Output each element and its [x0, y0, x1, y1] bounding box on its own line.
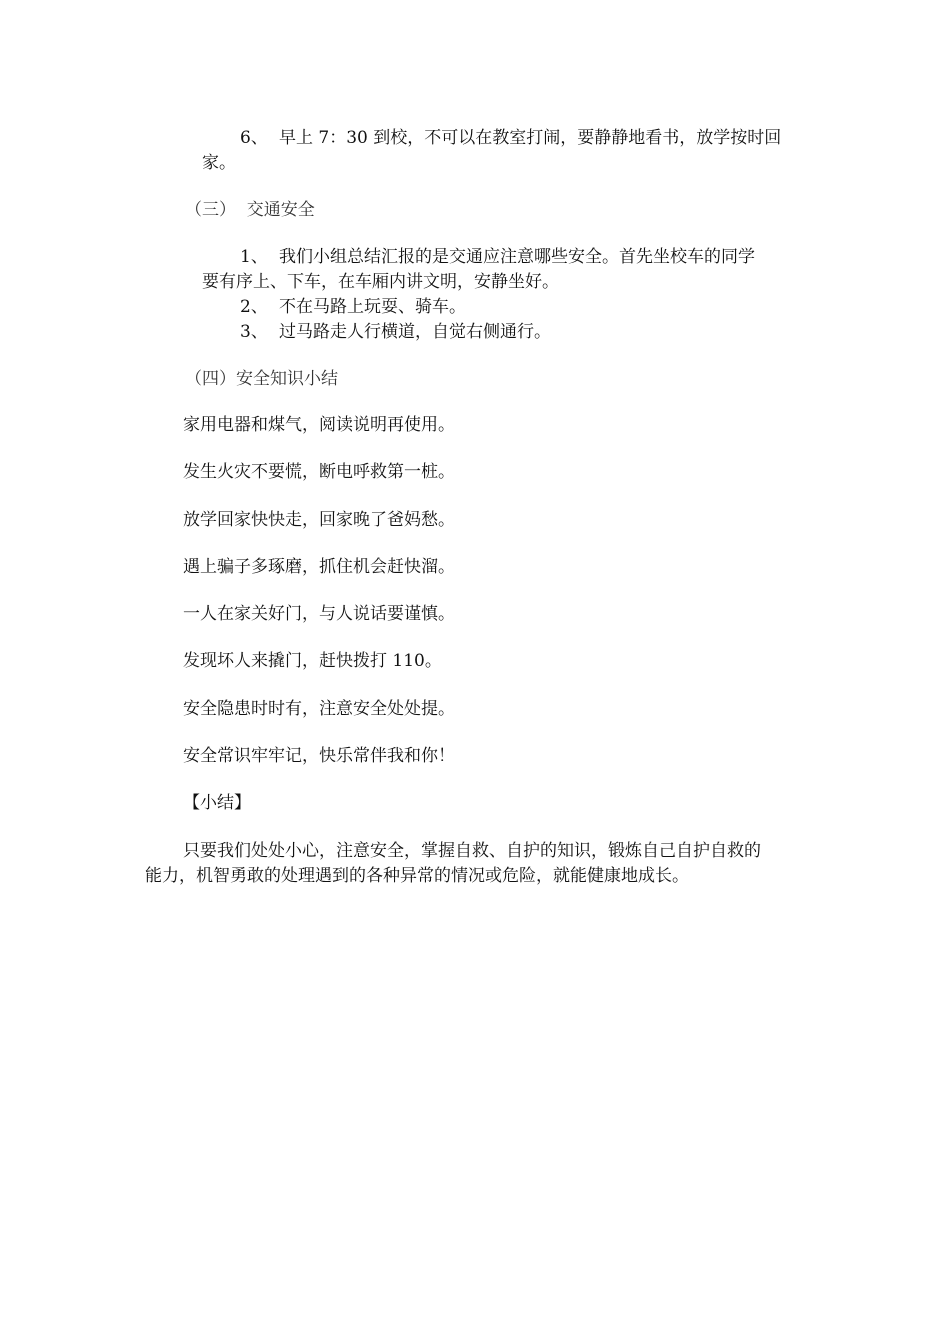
item6-line1 [240, 126, 781, 150]
conclusion-line1: 只要我们处处小心，注意安全，掌握自救、自护的知识，锻炼自己自护自救的 [183, 841, 761, 861]
rhyme-line: 发现坏人来撬门，赶快拨打 110。 [183, 651, 442, 671]
conclusion-heading: 【小结】 [183, 793, 251, 813]
traffic-item2-number: 2、 [240, 297, 268, 317]
rhyme-line: 遇上骗子多琢磨，抓住机会赶快溜。 [183, 557, 455, 577]
summary-heading: （四）安全知识小结 [185, 369, 338, 389]
traffic-item3-text: 过马路走人行横道，自觉右侧通行。 [279, 322, 551, 342]
traffic-item1-number: 1、 [240, 247, 268, 267]
item6-number: 6、 [240, 128, 268, 148]
traffic-item3-number: 3、 [240, 322, 268, 342]
traffic-heading: （三） 交通安全 [185, 200, 315, 220]
item6-text: 早上 7：30 到校，不可以在教室打闹，要静静地看书，放学按时回 [279, 128, 782, 148]
rhyme-line: 放学回家快快走，回家晚了爸妈愁。 [183, 510, 455, 530]
traffic-item3 [240, 320, 551, 344]
traffic-item1-text: 我们小组总结汇报的是交通应注意哪些安全。首先坐校车的同学 [279, 247, 755, 267]
rhyme-line: 发生火灾不要慌，断电呼救第一桩。 [183, 462, 455, 482]
item6-line2: 家。 [202, 153, 236, 173]
rhyme-line: 安全常识牢牢记，快乐常伴我和你！ [183, 746, 455, 766]
traffic-item2 [240, 295, 466, 319]
rhyme-line: 安全隐患时时有，注意安全处处提。 [183, 699, 455, 719]
rhyme-line: 一人在家关好门，与人说话要谨慎。 [183, 604, 455, 624]
traffic-item2-text: 不在马路上玩耍、骑车。 [279, 297, 466, 317]
traffic-item1-line2: 要有序上、下车，在车厢内讲文明，安静坐好。 [202, 272, 559, 292]
traffic-item1-line1 [240, 245, 755, 269]
rhyme-line: 家用电器和煤气，阅读说明再使用。 [183, 415, 455, 435]
conclusion-line2: 能力，机智勇敢的处理遇到的各种异常的情况或危险，就能健康地成长。 [145, 866, 689, 886]
